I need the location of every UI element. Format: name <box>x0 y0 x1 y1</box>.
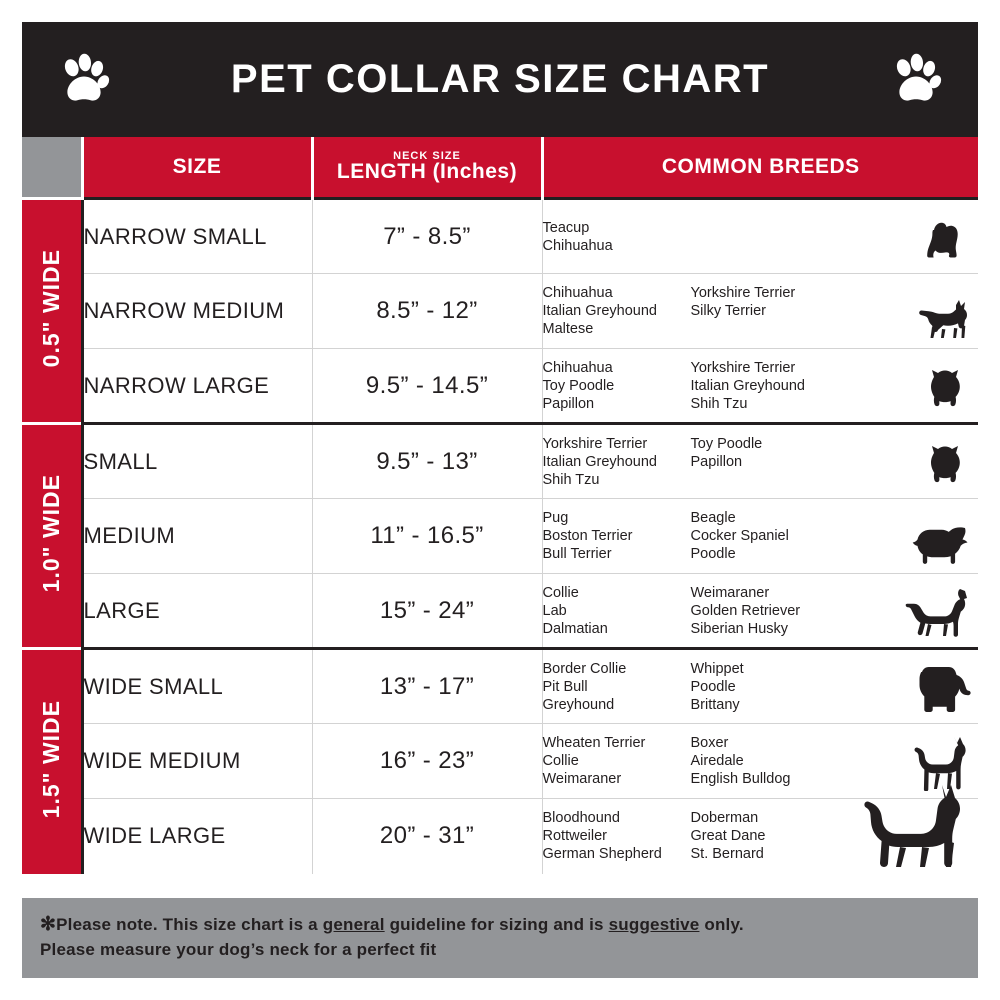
header-common-breeds: COMMON BREEDS <box>542 137 978 199</box>
footnote-text-c: only. <box>699 915 744 934</box>
breed-name: Pug <box>542 510 569 526</box>
row-size: NARROW LARGE <box>82 349 312 424</box>
breed-name: Chihuahua <box>542 359 613 376</box>
breeds-left-column <box>543 219 691 255</box>
breed-name: Brittany <box>690 696 740 713</box>
row-breeds <box>542 499 978 574</box>
asterisk-icon: ✻ <box>40 914 57 935</box>
row-length: 8.5” - 12” <box>312 274 542 349</box>
breed-name: Italian Greyhound <box>690 377 805 394</box>
row-size: SMALL <box>82 424 312 499</box>
table-row <box>22 274 978 349</box>
table-row <box>22 499 978 574</box>
breed-name: Pit Bull <box>542 678 588 695</box>
table-row <box>22 724 978 799</box>
breeds-left-column <box>543 435 691 489</box>
breeds-right-column <box>691 359 851 413</box>
breeds-left-column <box>543 284 691 338</box>
row-length: 13” - 17” <box>312 649 542 724</box>
row-length: 16” - 23” <box>312 724 542 799</box>
breed-name: Doberman <box>690 810 759 827</box>
breed-name: Teacup <box>542 219 590 236</box>
beagle-silhouette-icon <box>910 526 972 571</box>
table-row <box>22 424 978 499</box>
pomeranian-silhouette-icon <box>922 441 972 496</box>
footnote-line-2: Please measure your dog’s neck for a perfect fit <box>40 940 437 959</box>
breed-name: Bloodhound <box>542 810 620 827</box>
breeds-left-column <box>543 509 691 563</box>
breed-name: Bull Terrier <box>542 546 612 562</box>
breeds-right-column <box>691 219 851 255</box>
size-table <box>22 137 978 874</box>
row-size: WIDE SMALL <box>82 649 312 724</box>
breed-name: Shih Tzu <box>690 395 748 412</box>
breed-name: Beagle <box>690 510 736 526</box>
group-label-wide <box>22 649 82 874</box>
row-breeds <box>542 649 978 724</box>
breed-name: English Bulldog <box>690 771 791 787</box>
breed-name: German Shepherd <box>542 846 662 863</box>
breed-name: Border Collie <box>542 660 627 677</box>
pomeranian-silhouette-icon <box>922 365 972 420</box>
breeds-right-column <box>691 435 851 489</box>
breed-name: Chihuahua <box>542 237 613 254</box>
group-label-text: 1.5" WIDE <box>37 700 64 819</box>
breed-name: Boston Terrier <box>542 528 633 544</box>
breeds-right-column <box>691 809 851 863</box>
row-breeds <box>542 349 978 424</box>
breed-name: Collie <box>542 753 579 769</box>
row-breeds <box>542 199 978 274</box>
breed-name: Silky Terrier <box>690 303 766 319</box>
breed-name: Greyhound <box>542 696 615 713</box>
table-row <box>22 574 978 649</box>
breeds-right-column <box>691 284 851 338</box>
paw-print-icon <box>56 52 112 108</box>
table-header-row <box>22 137 978 199</box>
table-row <box>22 349 978 424</box>
breed-name: Collie <box>542 584 579 601</box>
breed-name: Shih Tzu <box>542 471 600 488</box>
header-size: SIZE <box>82 137 312 199</box>
breed-name: Dalmatian <box>542 620 608 637</box>
breeds-right-column <box>691 584 851 638</box>
group-label-narrow <box>22 199 82 424</box>
breed-name: Yorkshire Terrier <box>690 285 796 301</box>
breeds-right-column <box>691 734 851 788</box>
breed-name: Siberian Husky <box>690 620 789 637</box>
breeds-left-column <box>543 660 691 714</box>
breed-name: Weimaraner <box>542 771 622 787</box>
breed-name: Rottweiler <box>542 828 607 845</box>
table-row <box>22 649 978 724</box>
header-length-label: LENGTH (Inches) <box>336 159 518 183</box>
breed-name: Boxer <box>690 735 729 751</box>
row-length: 9.5” - 13” <box>312 424 542 499</box>
footnote <box>22 898 978 978</box>
breeds-left-column <box>543 359 691 413</box>
header-blank-cell <box>22 137 82 199</box>
breed-name: Great Dane <box>690 828 766 845</box>
row-size: WIDE LARGE <box>82 799 312 874</box>
breed-name: Papillon <box>690 453 743 470</box>
footnote-text-a: Please note. This size chart is a <box>56 915 323 934</box>
footnote-text-b: guideline for sizing and is <box>384 915 609 934</box>
breeds-left-column <box>543 809 691 863</box>
row-breeds <box>542 424 978 499</box>
doberman-silhouette-icon <box>864 781 972 872</box>
breeds-left-column <box>543 584 691 638</box>
header-neck-size-label: NECK SIZE <box>393 149 461 162</box>
footnote-line-1 <box>40 912 960 937</box>
breed-name: Cocker Spaniel <box>690 528 789 544</box>
page-title: PET COLLAR SIZE CHART <box>230 57 770 101</box>
row-length: 15” - 24” <box>312 574 542 649</box>
footnote-underline-general: general <box>322 915 385 934</box>
breed-name: St. Bernard <box>690 846 764 863</box>
breed-name: Lab <box>542 602 567 619</box>
breed-name: Weimaraner <box>690 584 770 601</box>
retriever-silhouette-icon <box>904 588 972 645</box>
size-table-wrapper <box>22 137 978 898</box>
row-size: LARGE <box>82 574 312 649</box>
breeds-right-column <box>691 660 851 714</box>
breed-name: Italian Greyhound <box>542 453 657 470</box>
breed-name: Toy Poodle <box>690 435 763 452</box>
row-size: MEDIUM <box>82 499 312 574</box>
paw-print-icon <box>888 52 944 108</box>
breeds-left-column <box>543 734 691 788</box>
bulldog-silhouette-icon <box>910 664 972 721</box>
row-length: 11” - 16.5” <box>312 499 542 574</box>
breed-name: Papillon <box>542 395 595 412</box>
group-label-text: 0.5" WIDE <box>37 249 64 368</box>
breeds-right-column <box>691 509 851 563</box>
breed-name: Golden Retriever <box>690 602 801 619</box>
row-breeds <box>542 274 978 349</box>
breed-name: Wheaten Terrier <box>542 735 646 751</box>
breed-name: Yorkshire Terrier <box>542 435 648 452</box>
table-row <box>22 199 978 274</box>
group-label-text: 1.0" WIDE <box>37 474 64 593</box>
header-length <box>312 137 542 199</box>
breed-name: Maltese <box>542 321 594 337</box>
row-length: 9.5” - 14.5” <box>312 349 542 424</box>
terrier-silhouette-icon <box>920 220 972 271</box>
row-size: NARROW SMALL <box>82 199 312 274</box>
breed-name: Toy Poodle <box>542 377 615 394</box>
chart-header <box>22 22 978 137</box>
breed-name: Italian Greyhound <box>542 303 657 319</box>
breed-name: Whippet <box>690 660 744 677</box>
group-label-standard <box>22 424 82 649</box>
row-length: 7” - 8.5” <box>312 199 542 274</box>
breed-name: Chihuahua <box>542 285 613 301</box>
breed-name: Poodle <box>690 678 736 695</box>
breed-name: Airedale <box>690 753 744 769</box>
chihuahua-silhouette-icon <box>916 299 972 346</box>
row-breeds <box>542 799 978 874</box>
row-size: WIDE MEDIUM <box>82 724 312 799</box>
breed-name: Yorkshire Terrier <box>690 359 796 376</box>
table-row <box>22 799 978 874</box>
row-size: NARROW MEDIUM <box>82 274 312 349</box>
row-breeds <box>542 574 978 649</box>
row-length: 20” - 31” <box>312 799 542 874</box>
breed-name: Poodle <box>690 546 736 562</box>
footnote-underline-suggestive: suggestive <box>608 915 700 934</box>
